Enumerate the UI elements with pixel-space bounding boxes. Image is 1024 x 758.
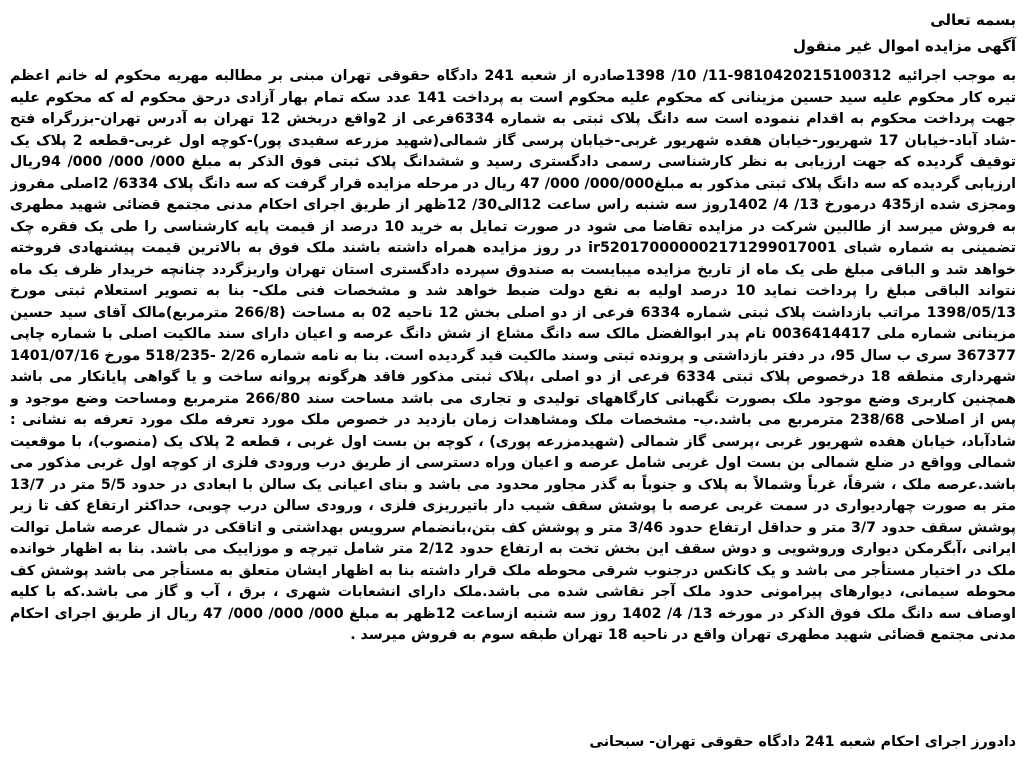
signature-line: دادورز اجرای احکام شعبه 241 دادگاه حقوقی تهران- سبحانی [589,734,1016,750]
notice-title: آگهی مزایده اموال غیر منقول [792,37,1016,55]
bismillah-heading: بسمه تعالی [930,11,1016,29]
notice-body: به موجب اجرائیه 9810420215100312-11/ 10/ 1398صادره از شعبه 241 دادگاه حقوقی تهران مبنی بر مطالبه مهریه محکوم له خانم اعظم تیره کار محکوم علیه سید حسین مزینانی که محکوم علیه محکوم است به پرداخت 141 عدد سکه تمام بهار آزادی درحق محکوم له که محکوم علیه جهت پرداخت محکوم به اقدام ننموده است سه دانگ پلاک ثبتی به شماره 6334فرعی از 2واقع دربخش 12 تهران به آدرس تهران-بزرگراه فتح -شاد آباد-خیابان 17 شهریور-خیابان هفده شهریور غربی-خیابان پرسی گاز شمالی(شهید مزرعه سفیدی پور)-کوچه اول غربی-قطعه 2 پلاک یک توقیف گردیده که جهت ارزیابی به نظر کارشناسی رسمی دادگستری رسید و ششدانگ پلاک ثبتی فوق الذکر به مبلغ 000/ 000/ 000/ 94ریال ارزیابی گردیده که سه دانگ پلاک ثبتی مذکور به مبلغ000/000/ 000/ 47 ریال در مرحله مزایده قرار گرفت که سه دانگ پلاک 6334/ 2اصلی مفروز ومجزی شده از435 درمورخ 13/ 4/ 1402روز سه شنبه راس ساعت 12الی30/ 12ظهر از طریق اجرای احکام مدنی مجتمع قضائی شهید مطهری به فروش میرسد از طالبین شرکت در مزایده تقاضا می شود در صورت تمایل به خرید 10 درصد از قیمت پایه کارشناسی را طی یک فقره چک تضمینی به شماره شبای ir520170000002171299017001 در روز مزایده همراه داشته باشند ملک فوق به بالاترین قیمت پیشنهادی فروخته خواهد شد و الباقی مبلغ طی یک ماه از تاریخ مزایده میبایست به صندوق سپرده دادگستری استان تهران واریزگردد چنانچه خریدار ظرف یک ماه نتواند الباقی مبلغ را پرداخت نماید 10 درصد اولیه به نفع دولت ضبط خواهد شد و مشخصات فنی ملک- بنا به تصویر استعلام ثبتی مورخ 1398/05/13 مراتب بازداشت پلاک ثبتی شماره 6334 فرعی از دو اصلی بخش 12 ناحیه 02 به مساحت (266/8 مترمربع)مالک آقای سید حسین مزینانی شماره ملی 0036414417 نام پدر ابوالفضل مالک سه دانگ مشاع از شش دانگ عرصه و اعیان دارای سند مالکیت اصلی با شماره چاپی 367377 سری ب سال 95، در دفتر بازداشتی و پرونده ثبتی وسند مالکیت قید گردیده است. بنا به نامه شماره 2/26 -518/235 مورخ 1401/07/16 شهرداری منطقه 18 درخصوص پلاک ثبتی 6334 فرعی از دو اصلی ،پلاک ثبتی مذکور فاقد هرگونه پروانه ساخت و یا گواهی پایانکار می باشد همچنین کاربری وضع موجود ملک بصورت نگهبانی کارگاههای تولیدی و تجاری می باشد مساحت سند 266/80 مترمربع ومساحت وضع موجود و پس از اصلاحی 238/68 مترمربع می باشد.ب- مشخصات ملک ومشاهدات زمان بازدید در خصوص ملک مورد تعرفه ملک مورد تعرفه به نشانی : شادآباد، خیابان هفده شهریور غربی ،پرسی گاز شمالی (شهیدمزرعه پوری) ، کوچه بن بست اول غربی ، قطعه 2 پلاک یک (منصوب)، با موقعیت شمالی وواقع در ضلع شمالی بن بست اول غربی شامل عرصه و اعیان وراه دسترسی از طریق درب ورودی فلزی از کوچه اول غربی مذکور می باشد.عرصه ملک ، شرقاً، غرباً وشمالاً به پلاک و جنوباً به گذر مجاور محدود می باشد و بنای اعیانی یک سالن با ابعادی در حدود 5/5 متر در 13/7 متر به صورت چهاردیواری در سمت غربی عرصه با پوشش سقف شیب دار باتیرریزی فلزی ، ورودی سالن درب چوبی، حداکثر ارتفاع کف تا زیر پوشش سقف حدود 3/7 متر و حداقل ارتفاع حدود 3/46 متر و پوشش کف بتن،بانضمام سرویس بهداشتی و اتاقکی در شمال عرصه شامل توالت ایرانی ،آبگرمکن دیواری وروشویی و دوش سقف این بخش تخت به ارتفاع حدود 2/12 متر شامل تیرچه و موزاییک می باشد. بنا به اظهار خوانده ملک در اختیار مستأجر می باشد و یک کانکس درجنوب شرقی محوطه ملک قرار داشته بنا به اظهار ایشان متعلق به مستأجر می باشد پوشش کف محوطه سیمانی، دیوارهای پیرامونی حدود ملک آجر نقاشی شده می باشد.ملک دارای انشعابات شهری ، برق ، آب و گاز می باشد.که با کلیه اوصاف سه دانگ ملک فوق الذکر در مورخه 13/ 4/ 1402 روز سه شنبه ازساعت 12ظهر به مبلغ 000/ 000/ 000/ 47 ریال از طریق اجرای احکام مدنی مجتمع قضائی شهید مطهری تهران واقع در ناحیه 18 تهران طبقه سوم به فروش میرسد . [10,68,1016,643]
